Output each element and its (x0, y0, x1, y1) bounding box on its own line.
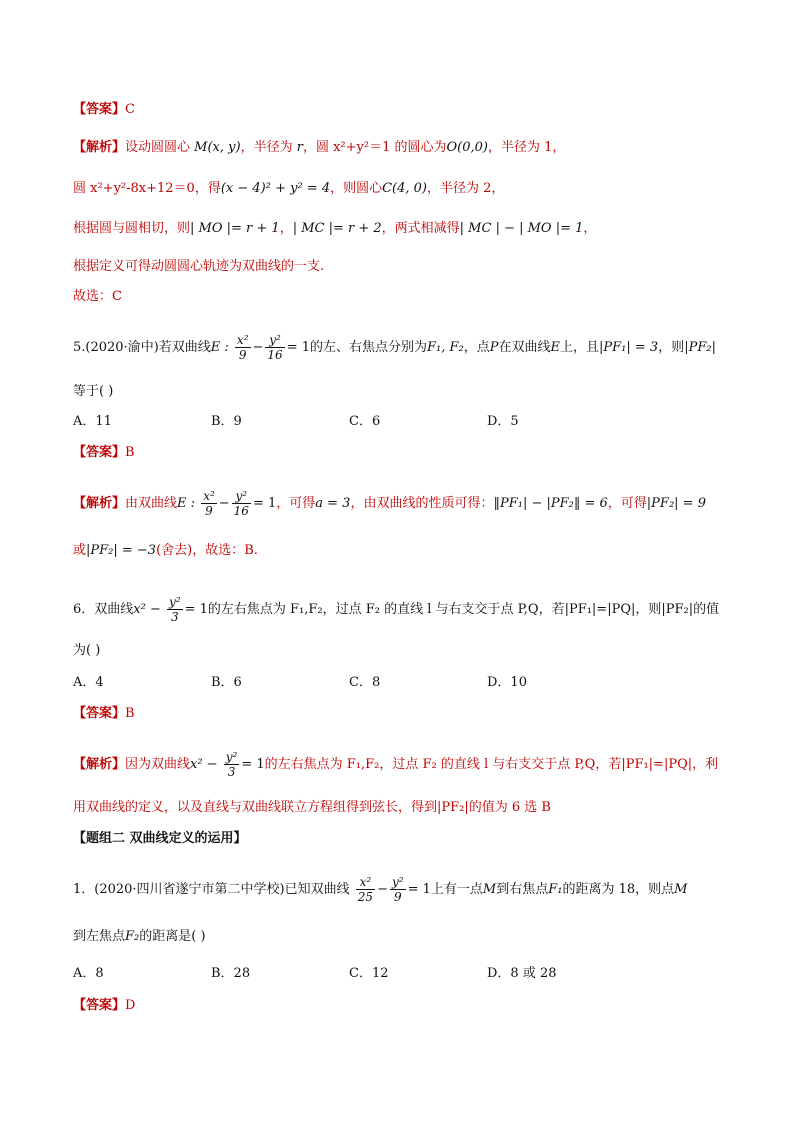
math: M (482, 882, 497, 897)
answer-value: B (125, 706, 135, 721)
math: = 1 (241, 757, 265, 772)
answer-label: 【答案】 (73, 102, 126, 117)
math: | MO |= r + 1 (190, 221, 280, 236)
g2q1-answer-line (73, 996, 135, 1016)
fraction: $\frac{\text{x²}}{25}$ (357, 875, 374, 904)
text: 1．(2020·四川省遂宁市第二中学校)已知双曲线 (73, 882, 350, 897)
q6-stem (73, 595, 719, 624)
q5-analysis-line-2 (73, 541, 258, 561)
math: |PF₂| = −3 (86, 543, 157, 558)
q5-answer-line (73, 443, 135, 463)
text: 上有一点 (430, 882, 483, 897)
math: x² − (190, 757, 218, 772)
prev-analysis-line-4: 根据定义可得动圆圆心轨迹为双曲线的一支. (73, 259, 325, 274)
text: 到右焦点 (496, 882, 549, 897)
q6-stem-line-2: 为( ) (73, 643, 101, 658)
g2q1-option-a[interactable]: A．8 (73, 966, 104, 981)
g2q1-stem-line-2 (73, 927, 206, 947)
text: 在双曲线 (498, 340, 551, 355)
math: |PF₁| = 3 (599, 340, 659, 355)
math: M (674, 882, 688, 897)
text: ，由双曲线的性质可得： (350, 496, 494, 511)
text: 6．双曲线 (73, 602, 134, 617)
text: ，半径为 (240, 140, 293, 155)
math: |PF₂| (684, 340, 716, 355)
math: = 1 (286, 340, 310, 355)
text: ，则圆心 (330, 181, 383, 196)
q6-option-d[interactable]: D．10 (487, 675, 527, 690)
answer-value: C (125, 102, 135, 117)
math: a = 3 (315, 496, 351, 511)
fraction: $\frac{\text{x²}}{9}$ (203, 489, 215, 518)
answer-label: 【答案】 (73, 998, 126, 1013)
g2q1-option-b[interactable]: B．28 (211, 966, 251, 981)
text: ，可得 (276, 496, 316, 511)
text: 设动圆圆心 (125, 140, 191, 155)
math: (x − 4)² + y² = 4 (220, 181, 331, 196)
text: 圆 x²+y²-8x+12＝0，得 (73, 181, 221, 196)
q6-analysis-line-2: 用双曲线的定义，以及直线与双曲线联立方程组得到弦长，得到|PF₂|的值为 6 选 B (73, 800, 551, 815)
text: 的距离是( ) (139, 929, 206, 944)
text: 的左右焦点为 F₁,F₂，过点 F₂ 的直线 l 与右支交于点 P,Q，若|PF₁|=|PQ|，则|PF₂|的值 (207, 602, 720, 617)
math: = 1 (252, 496, 277, 511)
q5-option-a[interactable]: A．11 (73, 414, 112, 429)
math: M(x, y) (194, 140, 241, 155)
math: F₂ (125, 929, 140, 944)
text: 或 (73, 543, 87, 558)
text: ，半径为 2， (427, 181, 505, 196)
math: r (296, 140, 303, 155)
q6-option-c[interactable]: C．8 (349, 675, 381, 690)
text: 上，且 (560, 340, 600, 355)
text: ，则 (658, 340, 685, 355)
math: O(0,0) (446, 140, 488, 155)
text: ，可得 (607, 496, 647, 511)
analysis-label: 【解析】 (73, 757, 126, 772)
text: 的左右焦点为 F₁,F₂，过点 F₂ 的直线 l 与右支交于点 P,Q，若|PF₁|=|PQ|，利 (264, 757, 719, 772)
q5-stem-line-2: 等于( ) (73, 384, 114, 399)
math: − (218, 496, 230, 511)
fraction: $\frac{\text{y²}}{16}$ (267, 333, 283, 362)
q6-option-b[interactable]: B．6 (211, 675, 242, 690)
prev-conclusion: 故选：C (73, 289, 122, 304)
q5-option-d[interactable]: D．5 (487, 414, 519, 429)
prev-analysis-line-1 (73, 138, 565, 158)
q5-option-c[interactable]: C．6 (349, 414, 381, 429)
math: F₁, F₂ (427, 340, 464, 355)
math: |PF₂| = 9 (646, 496, 706, 511)
q6-option-a[interactable]: A．4 (73, 675, 104, 690)
answer-value: B (125, 445, 135, 460)
q6-answer-line (73, 704, 135, 724)
math: x² − (133, 602, 161, 617)
fraction: $\frac{\text{y²}}{9}$ (391, 875, 404, 904)
q5-option-b[interactable]: B．9 (211, 414, 242, 429)
q5-analysis-line-1 (73, 489, 706, 518)
fraction: $\frac{\text{x²}}{9}$ (236, 333, 249, 362)
math: − (377, 882, 388, 897)
answer-label: 【答案】 (73, 445, 126, 460)
text: 根据圆与圆相切，则 (73, 221, 191, 236)
fraction: $\frac{\text{y²}}{3}$ (225, 750, 238, 779)
math: E (550, 340, 561, 355)
text: 5.(2020·渝中)若双曲线 (73, 340, 211, 355)
answer-label: 【答案】 (73, 706, 126, 721)
math: − (252, 340, 264, 355)
text: 到左焦点 (73, 929, 126, 944)
q6-analysis-line-1 (73, 750, 718, 779)
fraction: $\frac{\text{y²}}{16}$ (233, 489, 249, 518)
text: ，半径为 1， (487, 140, 566, 155)
math: | MC |= r + 2 (292, 221, 382, 236)
text: ， (583, 221, 597, 236)
text: 因为双曲线 (125, 757, 191, 772)
math: E : (210, 340, 229, 355)
prev-analysis-line-2 (73, 179, 504, 199)
math: = 1 (407, 882, 431, 897)
math: F₁ (548, 882, 563, 897)
text: ， (279, 221, 293, 236)
math: ‖PF₁| − |PF₂‖ = 6 (493, 496, 608, 511)
g2q1-option-d[interactable]: D．8 或 28 (487, 966, 557, 981)
text: ，圆 x²+y²＝1 的圆心为 (302, 140, 447, 155)
math: | MC | − | MO |= 1 (459, 221, 584, 236)
q5-stem (73, 333, 716, 362)
prev-answer-line (73, 100, 135, 120)
math: P (489, 340, 499, 355)
text: 的左、右焦点分别为 (309, 340, 427, 355)
analysis-label: 【解析】 (73, 496, 126, 511)
g2q1-option-c[interactable]: C．12 (349, 966, 389, 981)
math: = 1 (184, 602, 208, 617)
prev-analysis-line-3 (73, 219, 596, 239)
math: C(4, 0) (382, 181, 428, 196)
section-heading: 【题组二 双曲线定义的运用】 (73, 831, 247, 846)
math: E : (177, 496, 196, 511)
analysis-label: 【解析】 (73, 140, 126, 155)
text: 由双曲线 (125, 496, 178, 511)
fraction: $\frac{\text{y²}}{3}$ (169, 595, 181, 624)
answer-value: D (125, 998, 136, 1013)
text: ，点 (463, 340, 490, 355)
text: ，两式相减得 (381, 221, 460, 236)
text: 的距离为 18，则点 (562, 882, 675, 897)
text: (舍去)，故选：B. (156, 543, 258, 558)
g2q1-stem (73, 875, 687, 904)
